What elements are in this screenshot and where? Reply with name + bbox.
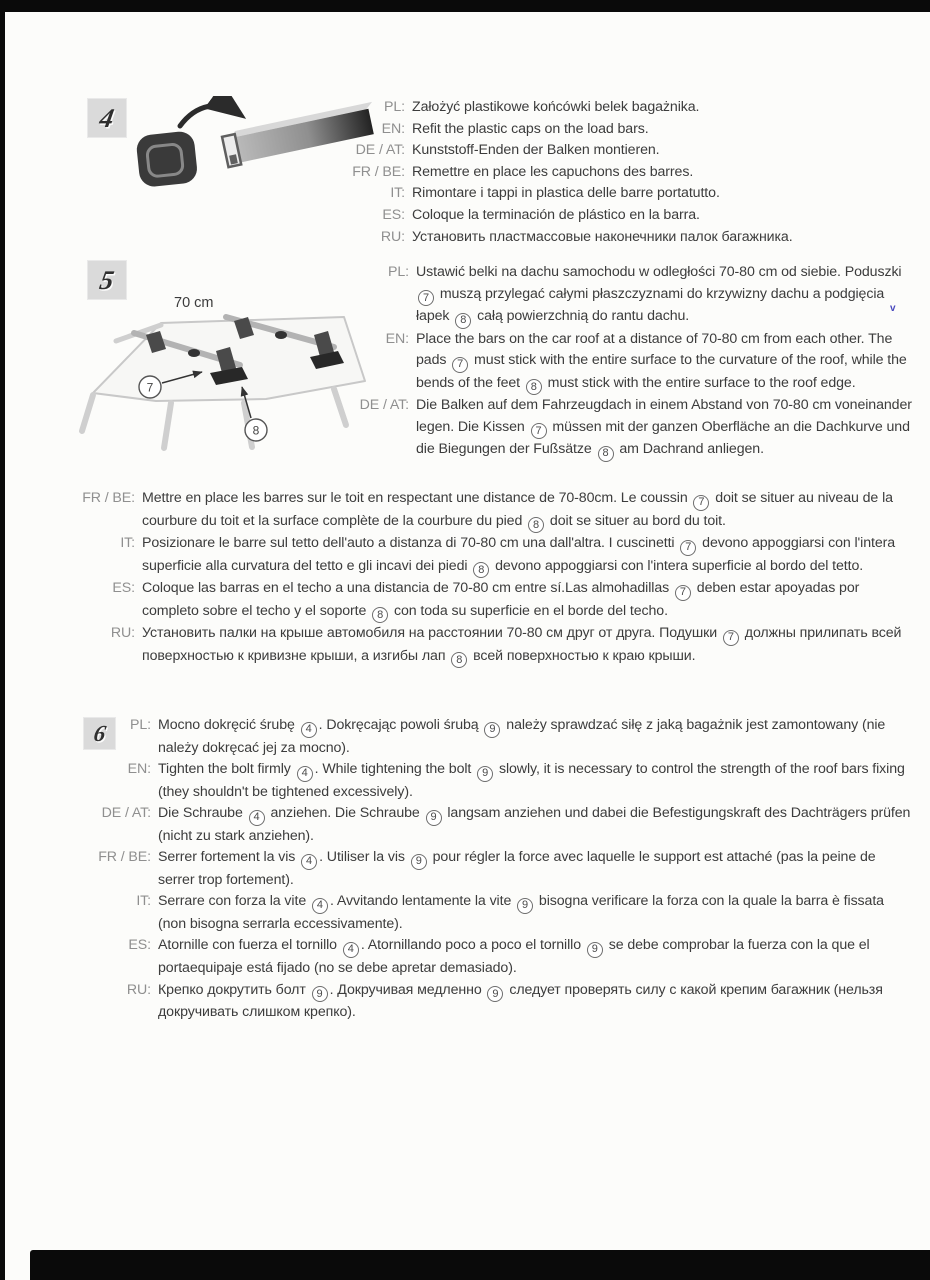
instruction-text: Крепко докрутить болт 9 . Докручивая медленно 9 следует проверять силу с какой крепим багажник (нельзя докручивать слишком крепко).	[158, 981, 883, 1021]
circled-number: 4	[301, 722, 317, 738]
step-4-instructions	[330, 97, 845, 248]
circled-number: 7	[531, 423, 547, 439]
circled-number: 4	[249, 810, 265, 826]
circled-number: 9	[517, 898, 533, 914]
circled-number: 9	[411, 854, 427, 870]
distance-label: 70 cm	[174, 295, 214, 311]
step-5-instructions-full	[74, 488, 916, 668]
instruction-text: Kunststoff-Enden der Balken montieren.	[412, 142, 660, 159]
instruction-row	[330, 162, 845, 184]
step-5-number: 5	[97, 264, 117, 295]
language-label: IT:	[390, 185, 405, 202]
circled-number: 9	[312, 986, 328, 1002]
instruction-row	[336, 329, 916, 396]
circled-number: 7	[680, 540, 696, 556]
callout-7-number: 7	[146, 380, 154, 395]
language-label: FR / BE:	[98, 849, 151, 866]
pen-mark: v	[890, 303, 896, 314]
scan-border-bottom	[30, 1250, 930, 1280]
instruction-text: Mocno dokręcić śrubę 4 . Dokręcając powoli śrubą 9 należy sprawdzać siłę z jaką bagażnik jest zamontowany (nie należy dokręcać jej za mocno).	[158, 717, 886, 756]
instruction-row	[74, 623, 916, 668]
language-label: PL:	[130, 717, 151, 733]
language-label: RU:	[126, 981, 151, 998]
language-label: EN:	[381, 120, 405, 137]
instruction-row	[330, 97, 845, 119]
language-label: IT:	[136, 893, 151, 910]
instruction-text: Установить палки на крыше автомобиля на расстоянии 70-80 см друг от друга. Подушки 7 должны прилипать всей поверхностью к кривизне крыши, а изгибы лап 8 всей поверхностью к краю крыши.	[142, 623, 916, 668]
curved-arrow-icon	[180, 106, 238, 126]
language-label: ES:	[112, 580, 135, 596]
circled-number: 9	[484, 722, 500, 738]
circled-number: 7	[723, 630, 739, 646]
roof-bars-illustration	[76, 283, 368, 495]
circled-number: 9	[487, 986, 503, 1002]
instruction-row	[330, 227, 845, 249]
circled-number: 8	[526, 379, 542, 395]
step-6-number: 6	[91, 720, 108, 746]
circled-number: 9	[477, 766, 493, 782]
language-label: EN:	[127, 761, 151, 778]
instruction-row	[330, 140, 845, 162]
language-label: ES:	[382, 206, 405, 223]
step-5-instructions-right	[336, 262, 916, 462]
instruction-row	[74, 488, 916, 533]
instruction-text: Remettre en place les capuchons des barres.	[412, 163, 694, 180]
circled-number: 4	[343, 942, 359, 958]
instruction-text: Die Schraube 4 anziehen. Die Schraube 9 langsam anziehen und dabei die Befestigungskraft des Dachträgers prüfen (nicht zu stark anziehen).	[158, 805, 911, 844]
language-label: IT:	[120, 535, 135, 551]
instruction-text: Coloque la terminación de plástico en la barra.	[412, 206, 700, 223]
instruction-row	[76, 980, 912, 1024]
circled-number: 7	[675, 585, 691, 601]
circled-number: 8	[473, 562, 489, 578]
instruction-row	[76, 847, 912, 891]
instruction-text: Refit the plastic caps on the load bars.	[412, 120, 649, 137]
circled-number: 8	[451, 652, 467, 668]
circled-number: 4	[297, 766, 313, 782]
circled-number: 7	[693, 495, 709, 511]
instruction-row	[330, 183, 845, 205]
language-label: FR / BE:	[352, 163, 405, 180]
instruction-row	[336, 262, 916, 329]
language-label: DE / AT:	[359, 397, 409, 414]
instruction-row	[74, 578, 916, 623]
step-4-number: 4	[97, 102, 117, 133]
language-label: DE / AT:	[355, 142, 405, 159]
circled-number: 8	[598, 446, 614, 462]
circled-number: 7	[418, 290, 434, 306]
instruction-row	[76, 759, 912, 803]
bolt-knob	[188, 349, 200, 357]
language-label: RU:	[110, 625, 135, 641]
circled-number: 9	[426, 810, 442, 826]
step-6-instructions	[76, 715, 912, 1024]
instruction-text: Serrare con forza la vite 4 . Avvitando lentamente la vite 9 bisogna verificare la forza con la quale la barra è fissata (non bisogna serrarla eccessivamente).	[158, 893, 884, 932]
instruction-row	[336, 395, 916, 462]
instruction-text: Установить пластмассовые наконечники палок багажника.	[412, 228, 793, 245]
instruction-text: Place the bars on the car roof at a distance of 70-80 cm from each other. The pads 7 must stick with the entire surface to the curvature of the roof, while the bends of the feet 8 must stick with the entire surface to the roof edge.	[416, 329, 916, 396]
language-label: EN:	[385, 330, 409, 347]
instruction-row	[74, 533, 916, 578]
plastic-end-cap	[135, 130, 198, 188]
scan-border-left	[0, 0, 5, 1280]
instruction-text: Rimontare i tappi in plastica delle barre portatutto.	[412, 185, 720, 202]
callout-8-number: 8	[252, 423, 260, 438]
instruction-text: Serrer fortement la vis 4 . Utiliser la vis 9 pour régler la force avec laquelle le support est attaché (pas la peine de serrer trop fortement).	[158, 849, 876, 888]
instruction-row	[76, 891, 912, 935]
circled-number: 8	[372, 607, 388, 623]
circled-number: 8	[528, 517, 544, 533]
language-label: DE / AT:	[101, 805, 151, 822]
language-label: RU:	[380, 228, 405, 245]
scan-border-top	[0, 0, 930, 12]
circled-number: 9	[587, 942, 603, 958]
language-label: FR / BE:	[82, 490, 135, 506]
instruction-text: Atornille con fuerza el tornillo 4 . Atornillando poco a poco el tornillo 9 se debe comprobar la fuerza con la que el portaequipaje está fijado (no se debe apretar demasiado).	[158, 937, 870, 976]
circled-number: 4	[301, 854, 317, 870]
instruction-text: Tighten the bolt firmly 4 . While tightening the bolt 9 slowly, it is necessary to control the strength of the roof bars fixing (they shouldn't be tightened excessively).	[158, 761, 905, 800]
instruction-text: Założyć plastikowe końcówki belek bagażnika.	[412, 99, 700, 115]
language-label: PL:	[384, 99, 405, 115]
instruction-row	[330, 205, 845, 227]
instruction-row	[76, 803, 912, 847]
instruction-text: Posizionare le barre sul tetto dell'auto a distanza di 70-80 cm una dall'altra. I cuscinetti 7 devono appoggiarsi con l'intera superficie alla curvatura del tetto e gli incavi dei piedi 8 devono appoggiarsi con l'intera superficie al bordo del tetto.	[142, 533, 916, 578]
instruction-row	[330, 119, 845, 141]
instruction-text: Mettre en place les barres sur le toit en respectant une distance de 70-80cm. Le coussin 7 doit se situer au niveau de la courbure du toit et la surface complète de la courbure du pied 8 doit se situer au bord du toit.	[142, 488, 916, 533]
instruction-text: Coloque las barras en el techo a una distancia de 70-80 cm entre sí.Las almohadillas 7 deben estar apoyadas por completo sobre el techo y el soporte 8 con toda su superficie en el borde del techo.	[142, 578, 916, 623]
bolt-knob	[275, 331, 287, 339]
language-label: PL:	[388, 264, 409, 280]
instruction-row	[76, 715, 912, 759]
circled-number: 8	[455, 313, 471, 329]
language-label: ES:	[128, 937, 151, 954]
instruction-row	[76, 935, 912, 979]
instruction-text: Ustawić belki na dachu samochodu w odległości 70-80 cm od siebie. Poduszki 7 muszą przylegać całymi płaszczyznami do krzywizny dachu a podgięcia łapek 8 całą powierzchnią do rantu dachu.	[416, 262, 916, 329]
circled-number: 4	[312, 898, 328, 914]
instruction-text: Die Balken auf dem Fahrzeugdach in einem Abstand von 70-80 cm voneinander legen. Die Kissen 7 müssen mit der ganzen Oberfläche an die Dachkurve und die Biegungen der Fußsätze 8 am Dachrand anliegen.	[416, 395, 916, 462]
circled-number: 7	[452, 357, 468, 373]
